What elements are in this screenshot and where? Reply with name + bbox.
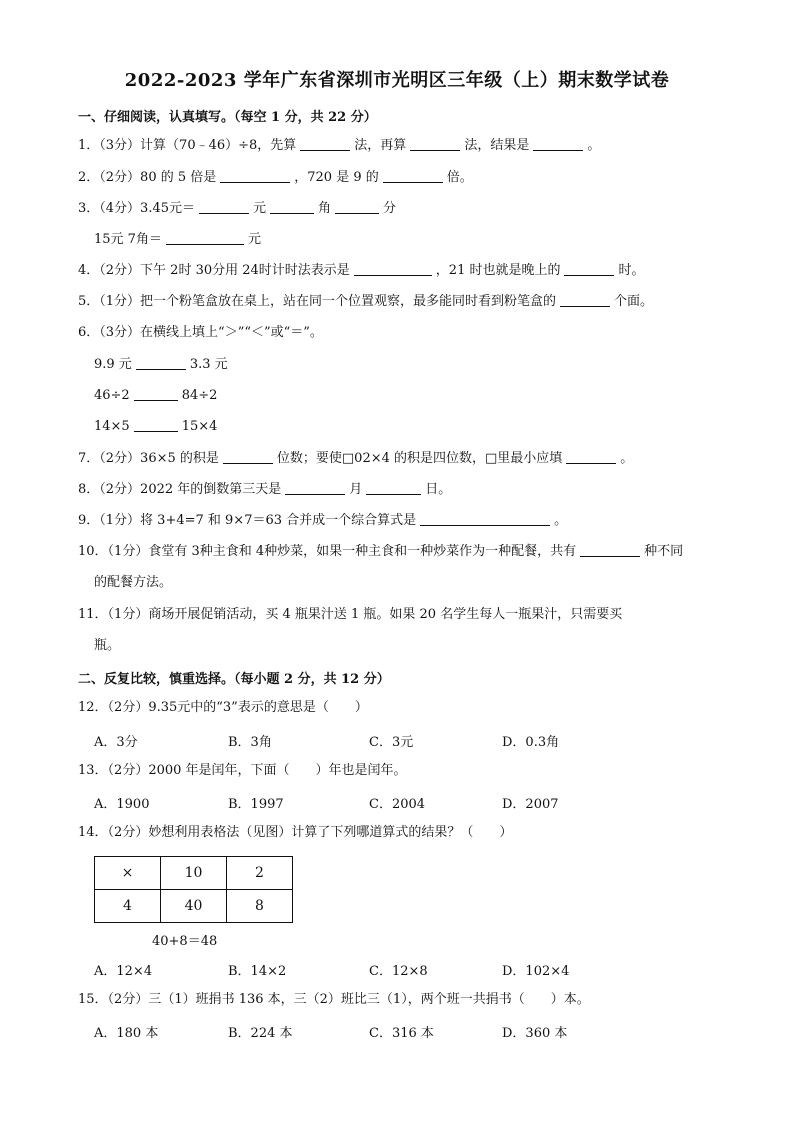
answer-blank[interactable] bbox=[420, 513, 550, 526]
compare-row-3: 14×5 15×4 bbox=[94, 419, 218, 434]
question-8: 8．（2分）2022 年的倒数第三天是 月 日。 bbox=[78, 482, 452, 497]
question-5: 5．（1分）把一个粉笔盒放在桌上，站在同一个位置观察，最多能同时看到粉笔盒的 个面。 bbox=[78, 294, 654, 309]
question-2: 2．（2分）80 的 5 倍是 ，720 是 9 的 倍。 bbox=[78, 170, 473, 185]
table-cell: 10 bbox=[161, 857, 227, 890]
option-d[interactable]: D．102×4 bbox=[502, 964, 570, 979]
multiplication-table bbox=[94, 856, 293, 923]
compare-row-1: 9.9 元 3.3 元 bbox=[94, 357, 228, 372]
option-c[interactable]: C．3元 bbox=[369, 735, 414, 750]
option-a[interactable]: A．180 本 bbox=[94, 1026, 159, 1041]
option-a[interactable]: A．3分 bbox=[94, 735, 138, 750]
answer-blank[interactable] bbox=[335, 201, 379, 214]
section-2-heading: 二、反复比较，慎重选择。（每小题 2 分，共 12 分） bbox=[78, 672, 390, 687]
option-d[interactable]: D．0.3角 bbox=[502, 735, 560, 750]
table-cell: × bbox=[95, 857, 161, 890]
answer-blank[interactable] bbox=[410, 138, 460, 151]
answer-blank[interactable] bbox=[580, 544, 640, 557]
question-3: 3．（4分）3.45元＝ 元 角 分 bbox=[78, 201, 397, 216]
answer-blank[interactable] bbox=[564, 263, 614, 276]
answer-blank[interactable] bbox=[166, 232, 244, 245]
answer-blank[interactable] bbox=[270, 201, 314, 214]
question-9: 9．（1分）将 3+4=7 和 9×7＝63 合并成一个综合算式是 。 bbox=[78, 513, 568, 528]
table-cell: 40 bbox=[161, 890, 227, 923]
table-cell: 8 bbox=[227, 890, 293, 923]
question-11-cont: 瓶。 bbox=[94, 638, 121, 653]
option-c[interactable]: C．12×8 bbox=[369, 964, 428, 979]
option-d[interactable]: D．360 本 bbox=[502, 1026, 568, 1041]
option-b[interactable]: B．14×2 bbox=[228, 964, 287, 979]
answer-blank[interactable] bbox=[533, 138, 583, 151]
answer-blank[interactable] bbox=[134, 388, 178, 401]
question-11: 11．（1分）商场开展促销活动，买 4 瓶果汁送 1 瓶。如果 20 名学生每人一瓶果汁，只需要买 bbox=[78, 607, 623, 622]
option-b[interactable]: B．3角 bbox=[228, 735, 272, 750]
question-6: 6．（3分）在横线上填上“＞”“＜”或“＝”。 bbox=[78, 325, 323, 340]
question-14: 14．（2分）妙想利用表格法（见图）计算了下列哪道算式的结果？（ ） bbox=[78, 825, 513, 840]
question-7: 7．（2分）36×5 的积是 位数；要使□02×4 的积是四位数，□里最小应填 。 bbox=[78, 451, 634, 466]
option-b[interactable]: B．224 本 bbox=[228, 1026, 293, 1041]
table-caption: 40+8＝48 bbox=[152, 934, 218, 949]
option-a[interactable]: A．1900 bbox=[94, 797, 150, 812]
question-3-part-2: 15元 7角＝ 元 bbox=[94, 232, 261, 247]
answer-blank[interactable] bbox=[366, 482, 421, 495]
answer-blank[interactable] bbox=[560, 294, 610, 307]
answer-blank[interactable] bbox=[223, 451, 273, 464]
question-1: 1．（3分）计算（70﹣46）÷8，先算 法，再算 法，结果是 。 bbox=[78, 138, 601, 153]
option-a[interactable]: A．12×4 bbox=[94, 964, 153, 979]
answer-blank[interactable] bbox=[300, 138, 350, 151]
question-12: 12．（2分）9.35元中的“3”表示的意思是（ ） bbox=[78, 700, 368, 715]
question-15: 15．（2分）三（1）班捐书 136 本，三（2）班比三（1），两个班一共捐书（ ）本。 bbox=[78, 992, 590, 1007]
option-c[interactable]: C．316 本 bbox=[369, 1026, 434, 1041]
answer-blank[interactable] bbox=[566, 451, 616, 464]
answer-blank[interactable] bbox=[354, 263, 432, 276]
answer-blank[interactable] bbox=[220, 170, 290, 183]
page-title: 2022-2023 学年广东省深圳市光明区三年级（上）期末数学试卷 bbox=[124, 70, 670, 91]
compare-row-2: 46÷2 84÷2 bbox=[94, 388, 218, 403]
option-c[interactable]: C．2004 bbox=[369, 797, 426, 812]
answer-blank[interactable] bbox=[199, 201, 249, 214]
answer-blank[interactable] bbox=[136, 357, 186, 370]
question-13: 13．（2分）2000 年是闰年，下面（ ）年也是闰年。 bbox=[78, 763, 407, 778]
table-cell: 2 bbox=[227, 857, 293, 890]
answer-blank[interactable] bbox=[383, 170, 443, 183]
answer-blank[interactable] bbox=[134, 419, 178, 432]
option-d[interactable]: D．2007 bbox=[502, 797, 559, 812]
question-4: 4．（2分）下午 2时 30分用 24时计时法表示是 ，21 时也就是晚上的 时。 bbox=[78, 263, 645, 278]
section-1-heading: 一、仔细阅读，认真填写。（每空 1 分，共 22 分） bbox=[78, 110, 377, 125]
question-10-cont: 的配餐方法。 bbox=[94, 575, 173, 590]
option-b[interactable]: B．1997 bbox=[228, 797, 284, 812]
answer-blank[interactable] bbox=[285, 482, 345, 495]
table-cell: 4 bbox=[95, 890, 161, 923]
question-10: 10．（1分）食堂有 3种主食和 4种炒菜，如果一种主食和一种炒菜作为一种配餐，共有 种不同 bbox=[78, 544, 684, 559]
